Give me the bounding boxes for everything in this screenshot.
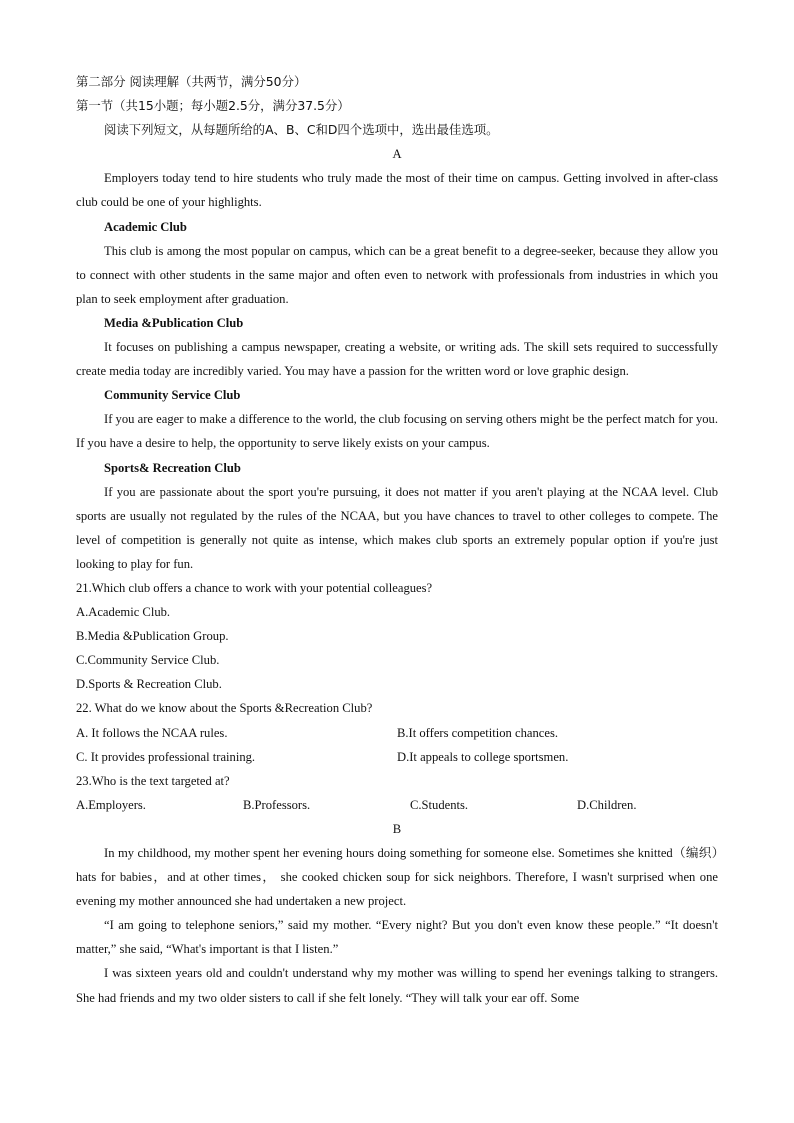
question-21-stem: 21.Which club offers a chance to work with your potential colleagues?: [76, 580, 433, 595]
question-21-option-a: A.Academic Club.: [76, 605, 171, 620]
question-22-options-row-2: [76, 745, 718, 769]
question-23-option-d: D.Children.: [577, 797, 637, 812]
club-heading-media: Media &Publication Club: [104, 315, 244, 330]
question-23-stem: 23.Who is the text targeted at?: [76, 773, 230, 788]
club-text-sports: If you are passionate about the sport you're pursuing, it does not matter if you aren't playing at the NCAA level. Club sports are usually not regulated by the rules of the NCAA, but you have chances to travel to other colleges to compete. The level of competition is generally not quite as intense, which makes club sports an extremely popular option if you're just looking to play for fun.: [76, 484, 718, 571]
part-title: 第二部分 阅读理解（共两节，满分50分）: [76, 74, 307, 89]
question-23-options-row: [76, 793, 718, 817]
question-23-option-c: C.Students.: [410, 797, 469, 812]
question-22-option-b: B.It offers competition chances.: [397, 725, 558, 740]
passage-a-label: A: [392, 147, 402, 162]
club-heading-sports: Sports& Recreation Club: [104, 460, 241, 475]
question-22-option-d: D.It appeals to college sportsmen.: [397, 749, 569, 764]
passage-b-label: B: [392, 821, 402, 836]
club-text-academic: This club is among the most popular on campus, which can be a great benefit to a degree-seeker, because they allow you to connect with other students in the same major and often even to network with professionals from industries in which you plan to seek employment after graduation.: [76, 243, 718, 306]
question-22-options-row-1: [76, 721, 718, 745]
question-23-option-b: B.Professors.: [243, 797, 311, 812]
question-22-option-c: C. It provides professional training.: [76, 749, 256, 764]
club-text-media: It focuses on publishing a campus newspaper, creating a website, or writing ads. The skill sets required to successfully create media today are incredibly varied. You may have a passion for the written word or love graphic design.: [76, 340, 718, 379]
exam-page: [76, 70, 718, 1010]
question-21-option-b: B.Media &Publication Group.: [76, 629, 229, 644]
question-21-option-d: D.Sports & Recreation Club.: [76, 677, 222, 692]
question-21-option-c: C.Community Service Club.: [76, 653, 220, 668]
passage-b-paragraph-3: I was sixteen years old and couldn't understand why my mother was willing to spend her evenings talking to strangers. She had friends and my two older sisters to call if she felt lonely. “They will talk your ear off. Some: [76, 966, 718, 1005]
club-text-community: If you are eager to make a difference to the world, the club focusing on serving others might be the perfect match for you. If you have a desire to help, the opportunity to serve likely exists on your campus.: [76, 412, 718, 451]
section-title: 第一节（共15小题；每小题2.5分，满分37.5分）: [76, 98, 350, 114]
question-22-option-a: A. It follows the NCAA rules.: [76, 725, 228, 740]
passage-b-paragraph-2: “I am going to telephone seniors,” said my mother. “Every night? But you don't even know these people.” “It doesn't matter,” she said, “What's important is that I listen.”: [76, 918, 718, 957]
question-23-option-a: A.Employers.: [76, 797, 146, 812]
instruction: 阅读下列短文，从每题所给的A、B、C和D四个选项中，选出最佳选项。: [104, 122, 499, 138]
club-heading-community: Community Service Club: [104, 388, 241, 403]
club-heading-academic: Academic Club: [104, 219, 187, 234]
passage-b-paragraph-1: In my childhood, my mother spent her evening hours doing something for someone else. Sometimes she knitted（编织）hats for babies，and at other times， she cooked chicken soup for sick neighbors. Therefore, I wasn't surprised when one evening my mother announced she had undertaken a new project.: [76, 846, 718, 909]
passage-a-intro: Employers today tend to hire students who truly made the most of their time on campus. Getting involved in after-class club could be one of your highlights.: [76, 171, 718, 210]
question-22-stem: 22. What do we know about the Sports &Recreation Club?: [76, 701, 373, 716]
